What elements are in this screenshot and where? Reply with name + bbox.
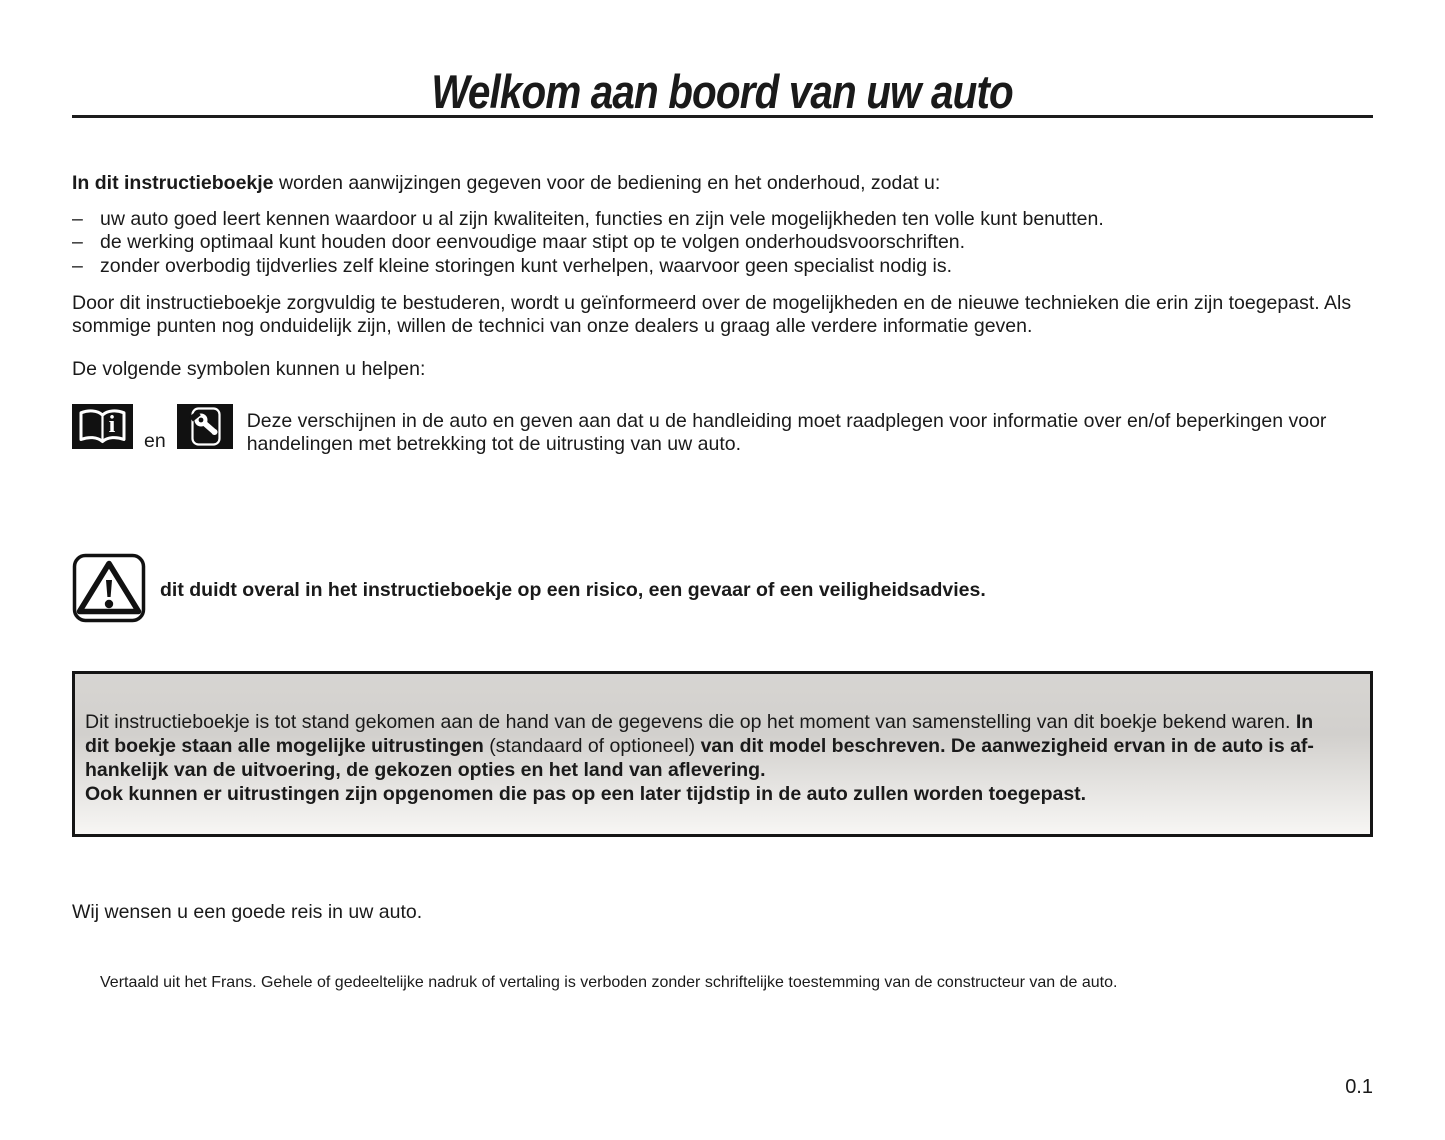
warning-text: dit duidt overal in het instructieboekje op een risico, een gevaar of een veiligheidsadvies.	[160, 579, 986, 602]
list-item	[72, 231, 1373, 255]
notice-line	[85, 782, 1360, 806]
list-item-text: zonder overbodig tijdverlies zelf kleine storingen kunt verhelpen, waarvoor geen specialist nodig is.	[100, 254, 952, 277]
notice-line	[85, 734, 1360, 758]
notice-text: Ook kunnen er uitrustingen zijn opgenomen die pas op een later tijdstip in de auto zullen worden toegepast.	[85, 783, 1087, 806]
page-title: Welkom aan boord van uw auto	[431, 65, 1014, 118]
list-item-text: uw auto goed leert kennen waardoor u al zijn kwaliteiten, functies en zijn vele mogelijkheden ten volle kunt benutten.	[100, 207, 1104, 230]
closing-sentence: Wij wensen u een goede reis in uw auto.	[72, 901, 423, 924]
lead-paragraph	[72, 172, 1373, 195]
list-item	[72, 208, 1373, 232]
bullet-list	[72, 208, 1373, 279]
notice-text: (standaard of optioneel)	[489, 735, 701, 758]
list-item	[72, 255, 1373, 279]
warning-row	[72, 553, 1373, 628]
connector-word: en	[144, 430, 166, 453]
notice-text: Dit instructieboekje is tot stand gekomen aan de hand van de gegevens die op het moment van samenstelling van dit boekje bekend waren.	[85, 711, 1296, 734]
study-paragraph: Door dit instructieboekje zorgvuldig te bestuderen, wordt u geïnformeerd over de mogelijkheden en de nieuwe technieken die erin zijn toegepast. Als sommige punten nog onduidelijk zijn, willen de technici van onze dealers u graag alle verdere informatie geven.	[72, 292, 1352, 338]
symbols-description: Deze verschijnen in de auto en geven aan dat u de handleiding moet raadplegen voor informatie over en/of beperkingen voor handelingen met betrekking tot de uitrusting van uw auto.	[246, 410, 1327, 456]
notice-text: hankelijk van de uitvoering, de gekozen opties en het land van aflevering.	[85, 759, 766, 782]
lead-bold-text: In dit instructieboekje	[72, 171, 274, 194]
svg-text:i: i	[108, 412, 116, 439]
notice-box	[72, 671, 1373, 837]
notice-line	[85, 710, 1360, 734]
warning-triangle-icon	[72, 553, 146, 628]
lead-rest-text: worden aanwijzingen gegeven voor de bediening en het onderhoud, zodat u:	[273, 171, 941, 194]
open-book-info-icon	[72, 404, 133, 454]
title-rule	[72, 65, 1373, 118]
symbols-intro: De volgende symbolen kunnen u helpen:	[72, 358, 426, 381]
wrench-icon	[177, 404, 233, 454]
notice-text: In	[1295, 711, 1314, 734]
notice-line	[85, 758, 1360, 782]
copyright-footnote: Vertaald uit het Frans. Gehele of gedeeltelijke nadruk of vertaling is verboden zonder schriftelijke toestemming van de constructeur van de auto.	[100, 974, 1118, 992]
notice-text: van dit model beschreven. De aanwezigheid ervan in de auto is af-	[700, 735, 1314, 758]
dash-bullet: –	[72, 207, 83, 230]
list-item-text: de werking optimaal kunt houden door eenvoudige maar stipt op te volgen onderhoudsvoorschriften.	[100, 231, 966, 254]
page-number: 0.1	[1345, 1076, 1373, 1098]
dash-bullet: –	[72, 254, 83, 277]
notice-text: dit boekje staan alle mogelijke uitrustingen	[85, 735, 490, 758]
page-content	[0, 65, 1445, 993]
manual-page	[0, 65, 1445, 1140]
dash-bullet: –	[72, 231, 83, 254]
symbols-row	[72, 404, 1373, 456]
